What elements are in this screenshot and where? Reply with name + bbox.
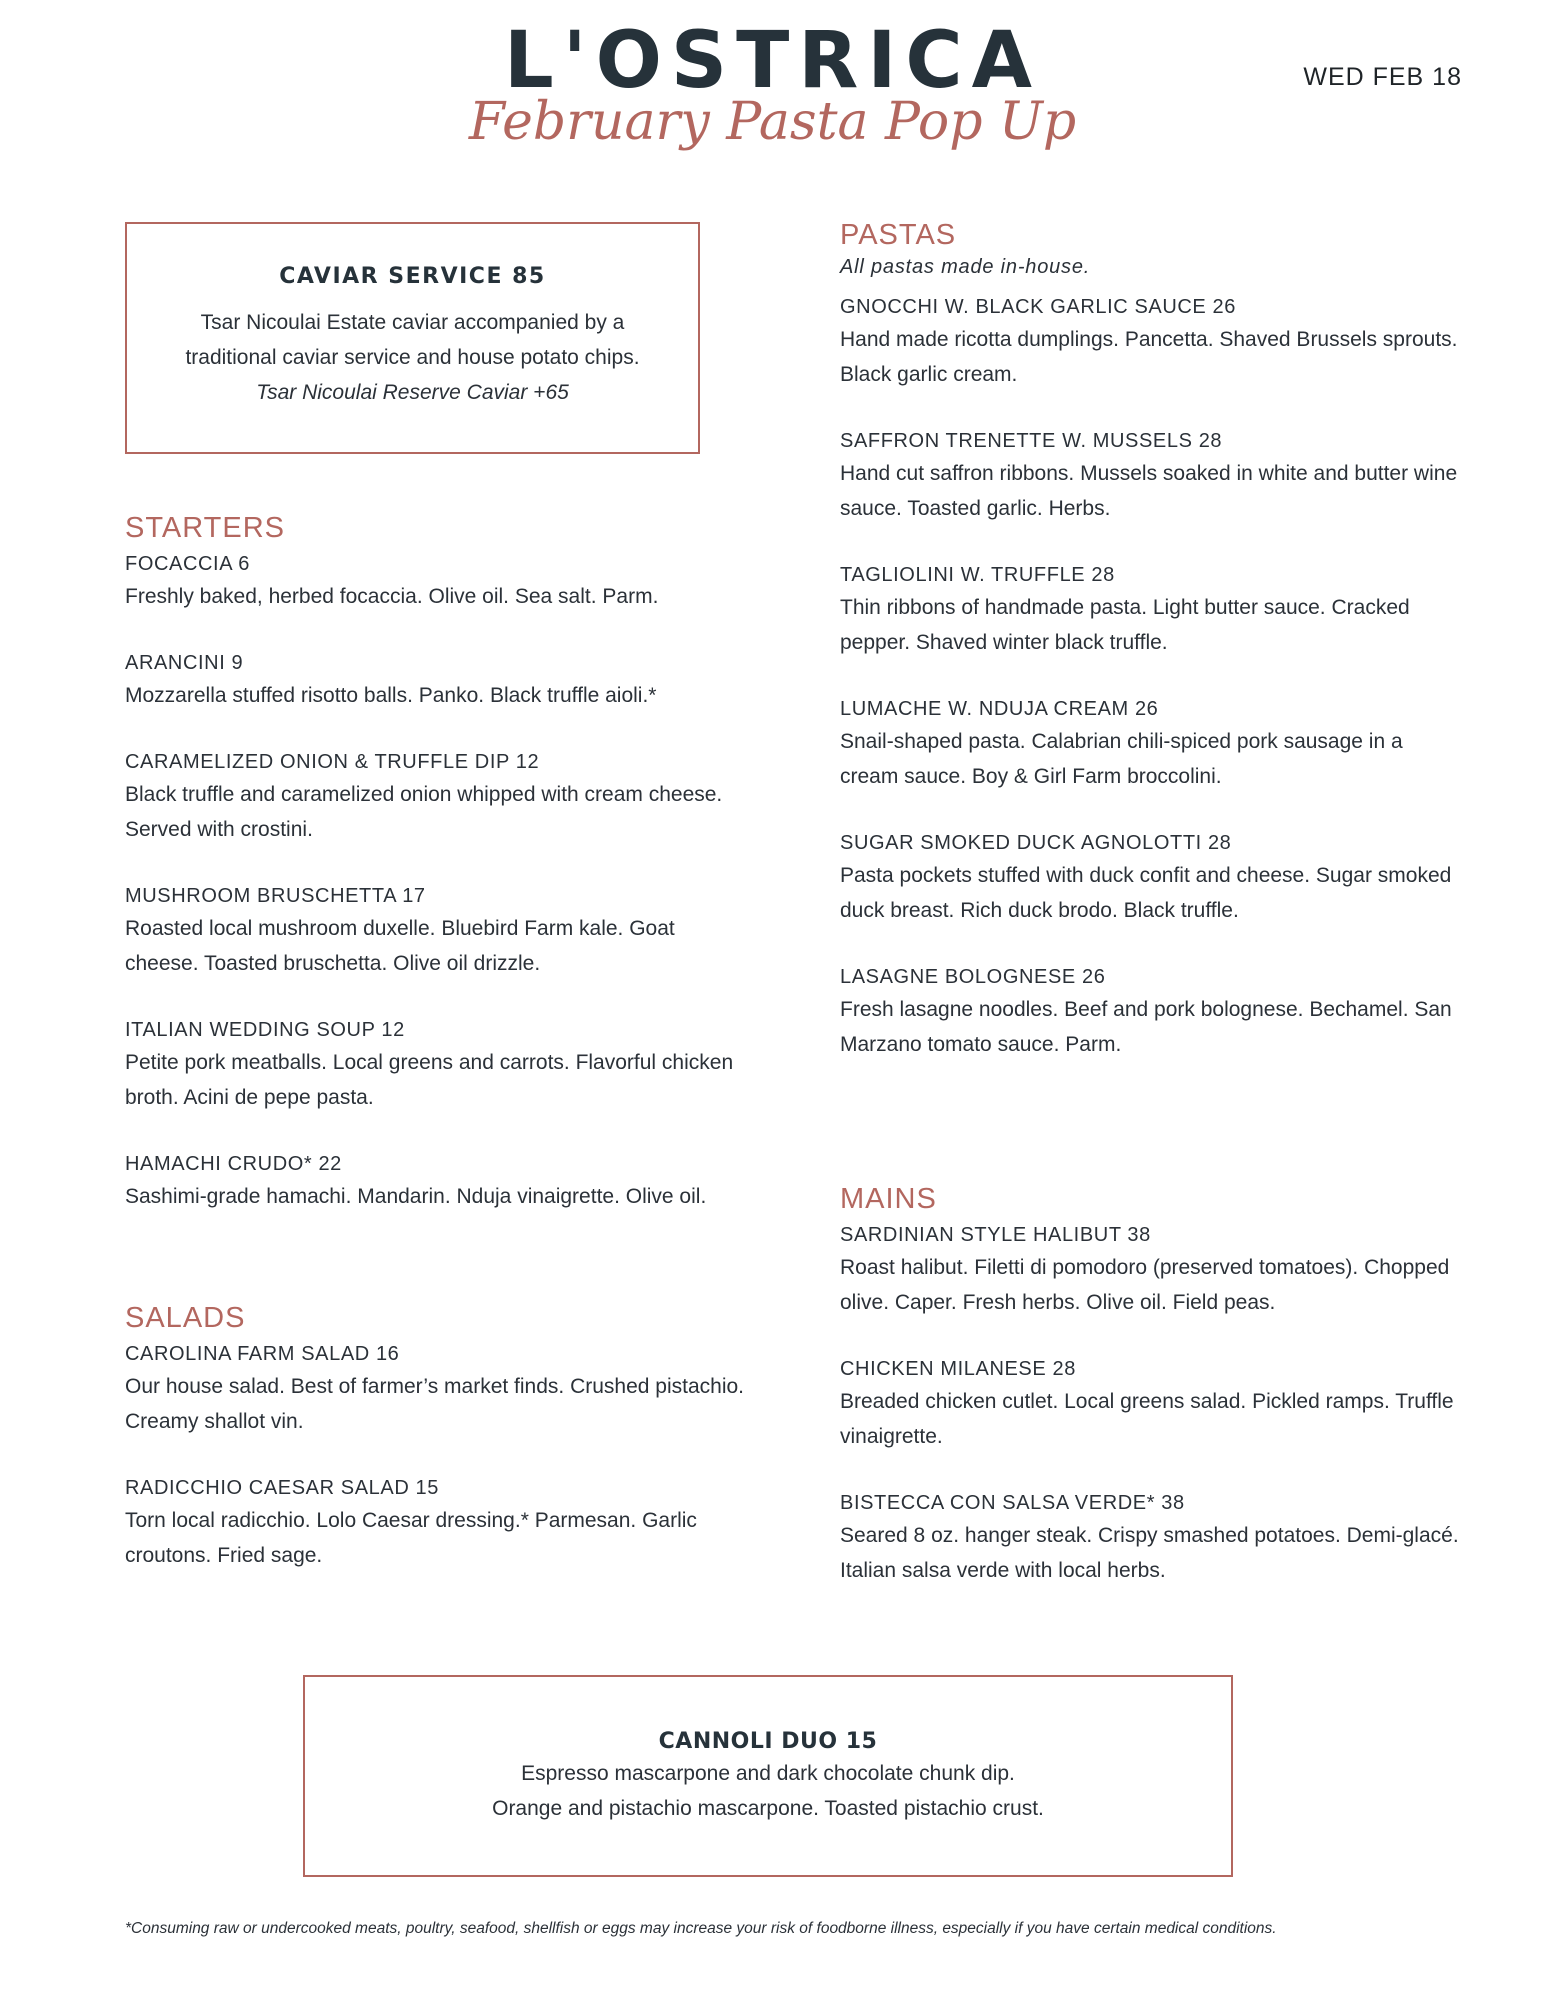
item-description: Mozzarella stuffed risotto balls. Panko. Black truffle aioli.*	[125, 684, 657, 707]
item-name: FOCACCIA 6	[125, 553, 250, 575]
menu-item	[125, 1339, 745, 1439]
item-description: Fresh lasagne noodles. Beef and pork bolognese. Bechamel. San Marzano tomato sauce. Parm.	[840, 998, 1452, 1056]
item-description: Torn local radicchio. Lolo Caesar dressing.* Parmesan. Garlic croutons. Fried sage.	[125, 1509, 697, 1567]
item-name: TAGLIOLINI W. TRUFFLE 28	[840, 564, 1115, 586]
menu-item	[125, 648, 745, 713]
menu-item	[125, 1015, 745, 1115]
caviar-title: CAVIAR SERVICE 85	[279, 264, 546, 289]
item-name: CAROLINA FARM SALAD 16	[125, 1343, 400, 1365]
menu-item	[840, 962, 1460, 1062]
menu-item	[840, 1220, 1460, 1320]
menu-item	[125, 549, 745, 614]
section-title-starters: STARTERS	[125, 512, 286, 544]
pastas-section	[840, 221, 1460, 1096]
caviar-service-box	[125, 222, 700, 454]
item-description: Roast halibut. Filetti di pomodoro (preserved tomatoes). Chopped olive. Caper. Fresh herbs. Olive oil. Field peas.	[840, 1256, 1450, 1314]
dessert-title: CANNOLI DUO 15	[658, 1729, 878, 1754]
section-title-mains: MAINS	[840, 1183, 937, 1215]
item-description: Snail-shaped pasta. Calabrian chili-spiced pork sausage in a cream sauce. Boy & Girl Farm broccolini.	[840, 730, 1403, 788]
item-name: CHICKEN MILANESE 28	[840, 1358, 1076, 1380]
item-description: Roasted local mushroom duxelle. Bluebird Farm kale. Goat cheese. Toasted bruschetta. Olive oil drizzle.	[125, 917, 675, 975]
menu-date: WED FEB 18	[1303, 63, 1462, 91]
item-name: SAFFRON TRENETTE W. MUSSELS 28	[840, 430, 1223, 452]
item-name: LUMACHE W. NDUJA CREAM 26	[840, 698, 1159, 720]
dessert-box	[303, 1675, 1233, 1877]
item-name: RADICCHIO CAESAR SALAD 15	[125, 1477, 439, 1499]
mains-section	[840, 1185, 1460, 1622]
menu-item	[840, 828, 1460, 928]
pastas-note: All pastas made in-house.	[840, 256, 1091, 278]
salads-section	[125, 1304, 745, 1607]
item-description: Seared 8 oz. hanger steak. Crispy smashed potatoes. Demi-glacé. Italian salsa verde with local herbs.	[840, 1524, 1459, 1582]
item-description: Sashimi-grade hamachi. Mandarin. Nduja vinaigrette. Olive oil.	[125, 1185, 707, 1208]
menu-item	[125, 1149, 745, 1214]
item-description: Hand cut saffron ribbons. Mussels soaked in white and butter wine sauce. Toasted garlic. Herbs.	[840, 462, 1458, 520]
item-name: GNOCCHI W. BLACK GARLIC SAUCE 26	[840, 296, 1236, 318]
item-name: ITALIAN WEDDING SOUP 12	[125, 1019, 405, 1041]
menu-item	[840, 560, 1460, 660]
menu-item	[840, 426, 1460, 526]
dessert-description-line: Espresso mascarpone and dark chocolate chunk dip.	[521, 1762, 1015, 1785]
item-description: Our house salad. Best of farmer’s market finds. Crushed pistachio. Creamy shallot vin.	[125, 1375, 745, 1433]
item-name: SARDINIAN STYLE HALIBUT 38	[840, 1224, 1151, 1246]
starters-section	[125, 514, 745, 1248]
section-title-salads: SALADS	[125, 1302, 246, 1334]
menu-item	[840, 292, 1460, 392]
item-name: ARANCINI 9	[125, 652, 244, 674]
item-description: Hand made ricotta dumplings. Pancetta. Shaved Brussels sprouts. Black garlic cream.	[840, 328, 1458, 386]
menu-item	[840, 1488, 1460, 1588]
item-name: MUSHROOM BRUSCHETTA 17	[125, 885, 426, 907]
item-description: Black truffle and caramelized onion whipped with cream cheese. Served with crostini.	[125, 783, 723, 841]
menu-item	[840, 1354, 1460, 1454]
menu-item	[125, 747, 745, 847]
dessert-description-line: Orange and pistachio mascarpone. Toasted pistachio crust.	[492, 1797, 1044, 1820]
item-description: Petite pork meatballs. Local greens and carrots. Flavorful chicken broth. Acini de pepe pasta.	[125, 1051, 734, 1109]
item-description: Freshly baked, herbed focaccia. Olive oil. Sea salt. Parm.	[125, 585, 659, 608]
caviar-description-line: traditional caviar service and house potato chips.	[185, 346, 640, 369]
item-description: Breaded chicken cutlet. Local greens salad. Pickled ramps. Truffle vinaigrette.	[840, 1390, 1454, 1448]
restaurant-logo: L'OSTRICA	[504, 16, 1041, 106]
item-name: HAMACHI CRUDO* 22	[125, 1153, 342, 1175]
item-name: CARAMELIZED ONION & TRUFFLE DIP 12	[125, 751, 540, 773]
item-description: Thin ribbons of handmade pasta. Light butter sauce. Cracked pepper. Shaved winter black truffle.	[840, 596, 1410, 654]
menu-item	[125, 1473, 745, 1573]
menu-subtitle: February Pasta Pop Up	[468, 92, 1077, 152]
item-name: LASAGNE BOLOGNESE 26	[840, 966, 1106, 988]
caviar-upgrade: Tsar Nicoulai Reserve Caviar +65	[256, 381, 569, 404]
item-name: SUGAR SMOKED DUCK AGNOLOTTI 28	[840, 832, 1232, 854]
item-description: Pasta pockets stuffed with duck confit and cheese. Sugar smoked duck breast. Rich duck brodo. Black truffle.	[840, 864, 1452, 922]
menu-item	[125, 881, 745, 981]
health-disclaimer: *Consuming raw or undercooked meats, poultry, seafood, shellfish or eggs may increase your risk of foodborne illness, especially if you have certain medical conditions.	[125, 1920, 1277, 1937]
section-title-pastas: PASTAS	[840, 219, 957, 251]
caviar-description-line: Tsar Nicoulai Estate caviar accompanied by a	[200, 311, 625, 334]
menu-item	[840, 694, 1460, 794]
item-name: BISTECCA CON SALSA VERDE* 38	[840, 1492, 1185, 1514]
